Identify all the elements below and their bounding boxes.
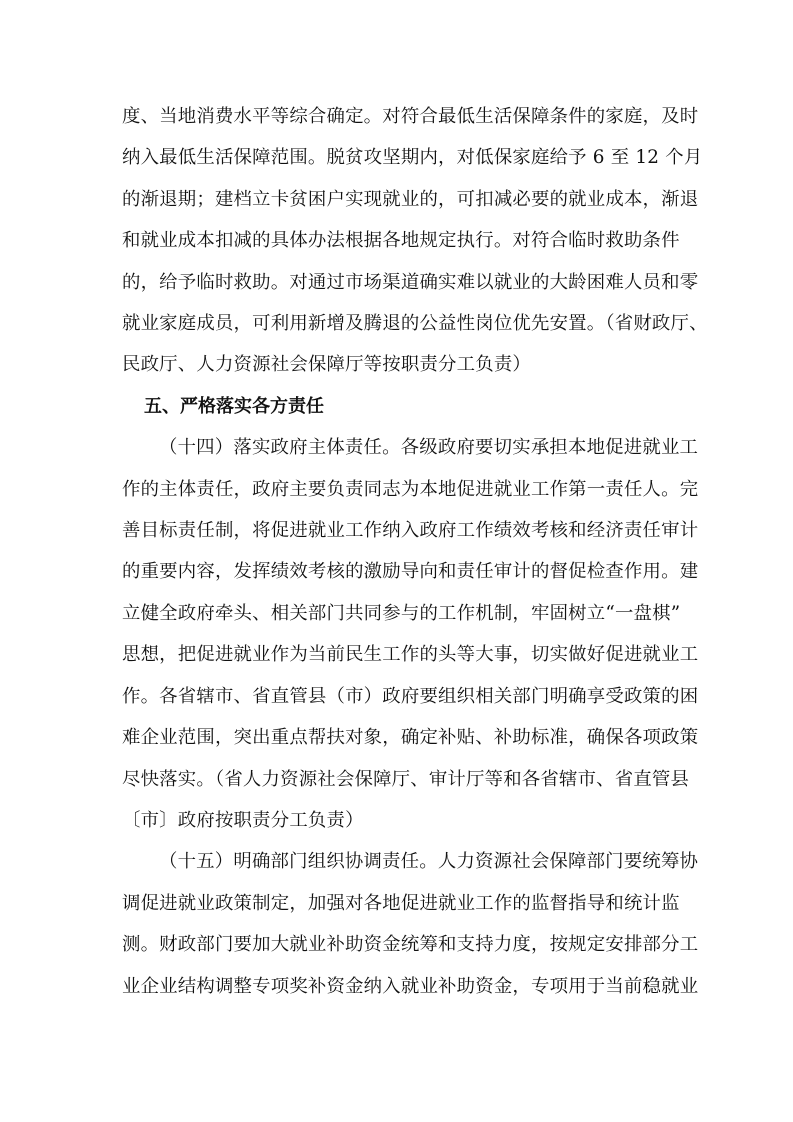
- text-line: 和就业成本扣减的具体办法根据各地规定执行。对符合临时救助条件: [122, 230, 680, 252]
- text-line: 业企业结构调整专项奖补资金纳入就业补助资金，专项用于当前稳就业: [122, 975, 699, 997]
- text-line: 度、当地消费水平等综合确定。对符合最低生活保障条件的家庭，及时: [122, 106, 699, 127]
- text-line: 难企业范围，突出重点帮扶对象，确定补贴、补助标准，确保各项政策: [122, 727, 699, 749]
- text-line: （十五）明确部门组织协调责任。人力资源社会保障部门要统筹协: [159, 851, 699, 873]
- text-line: 思想，把促进就业作为当前民生工作的头等大事，切实做好促进就业工: [122, 644, 699, 666]
- text-line: 的渐退期；建档立卡贫困户实现就业的，可扣减必要的就业成本，渐退: [122, 188, 699, 210]
- section-heading: 五、严格落实各方责任: [144, 395, 324, 417]
- text-line: 的重要内容，发挥绩效考核的激励导向和责任审计的督促检查作用。建: [122, 561, 699, 583]
- text-line: 立健全政府牵头、相关部门共同参与的工作机制，牢固树立“一盘棋”: [122, 602, 681, 624]
- text-line: 的，给予临时救助。对通过市场渠道确实难以就业的大龄困难人员和零: [122, 271, 699, 293]
- text-line: 尽快落实。（省人力资源社会保障厅、审计厅等和各省辖市、省直管县: [122, 768, 690, 790]
- page-content: [122, 96, 708, 1007]
- paragraph-1: [122, 96, 708, 386]
- text-line: 作。各省辖市、省直管县（市）政府要组织相关部门明确享受政策的困: [122, 685, 699, 707]
- text-line: 〔市〕政府按职责分工负责）: [122, 809, 364, 831]
- text-line: 作的主体责任，政府主要负责同志为本地促进就业工作第一责任人。完: [122, 478, 699, 500]
- text-line: 调促进就业政策制定，加强对各地促进就业工作的监督指导和统计监: [122, 892, 680, 914]
- paragraph-2: [122, 427, 699, 841]
- text-line: 测。财政部门要加大就业补助资金统筹和支持力度，按规定安排部分工: [122, 934, 699, 956]
- text-line: 民政厅、人力资源社会保障厅等按职责分工负责）: [122, 354, 531, 376]
- text-line: 纳入最低生活保障范围。脱贫攻坚期内，对低保家庭给予 6 至 12 个月: [122, 147, 703, 169]
- text-line: 善目标责任制，将促进就业工作纳入政府工作绩效考核和经济责任审计: [122, 520, 699, 542]
- text-line: 就业家庭成员，可利用新增及腾退的公益性岗位优先安置。（省财政厅、: [122, 313, 708, 335]
- paragraph-3: [122, 841, 699, 1007]
- text-line: （十四）落实政府主体责任。各级政府要切实承担本地促进就业工: [159, 437, 699, 459]
